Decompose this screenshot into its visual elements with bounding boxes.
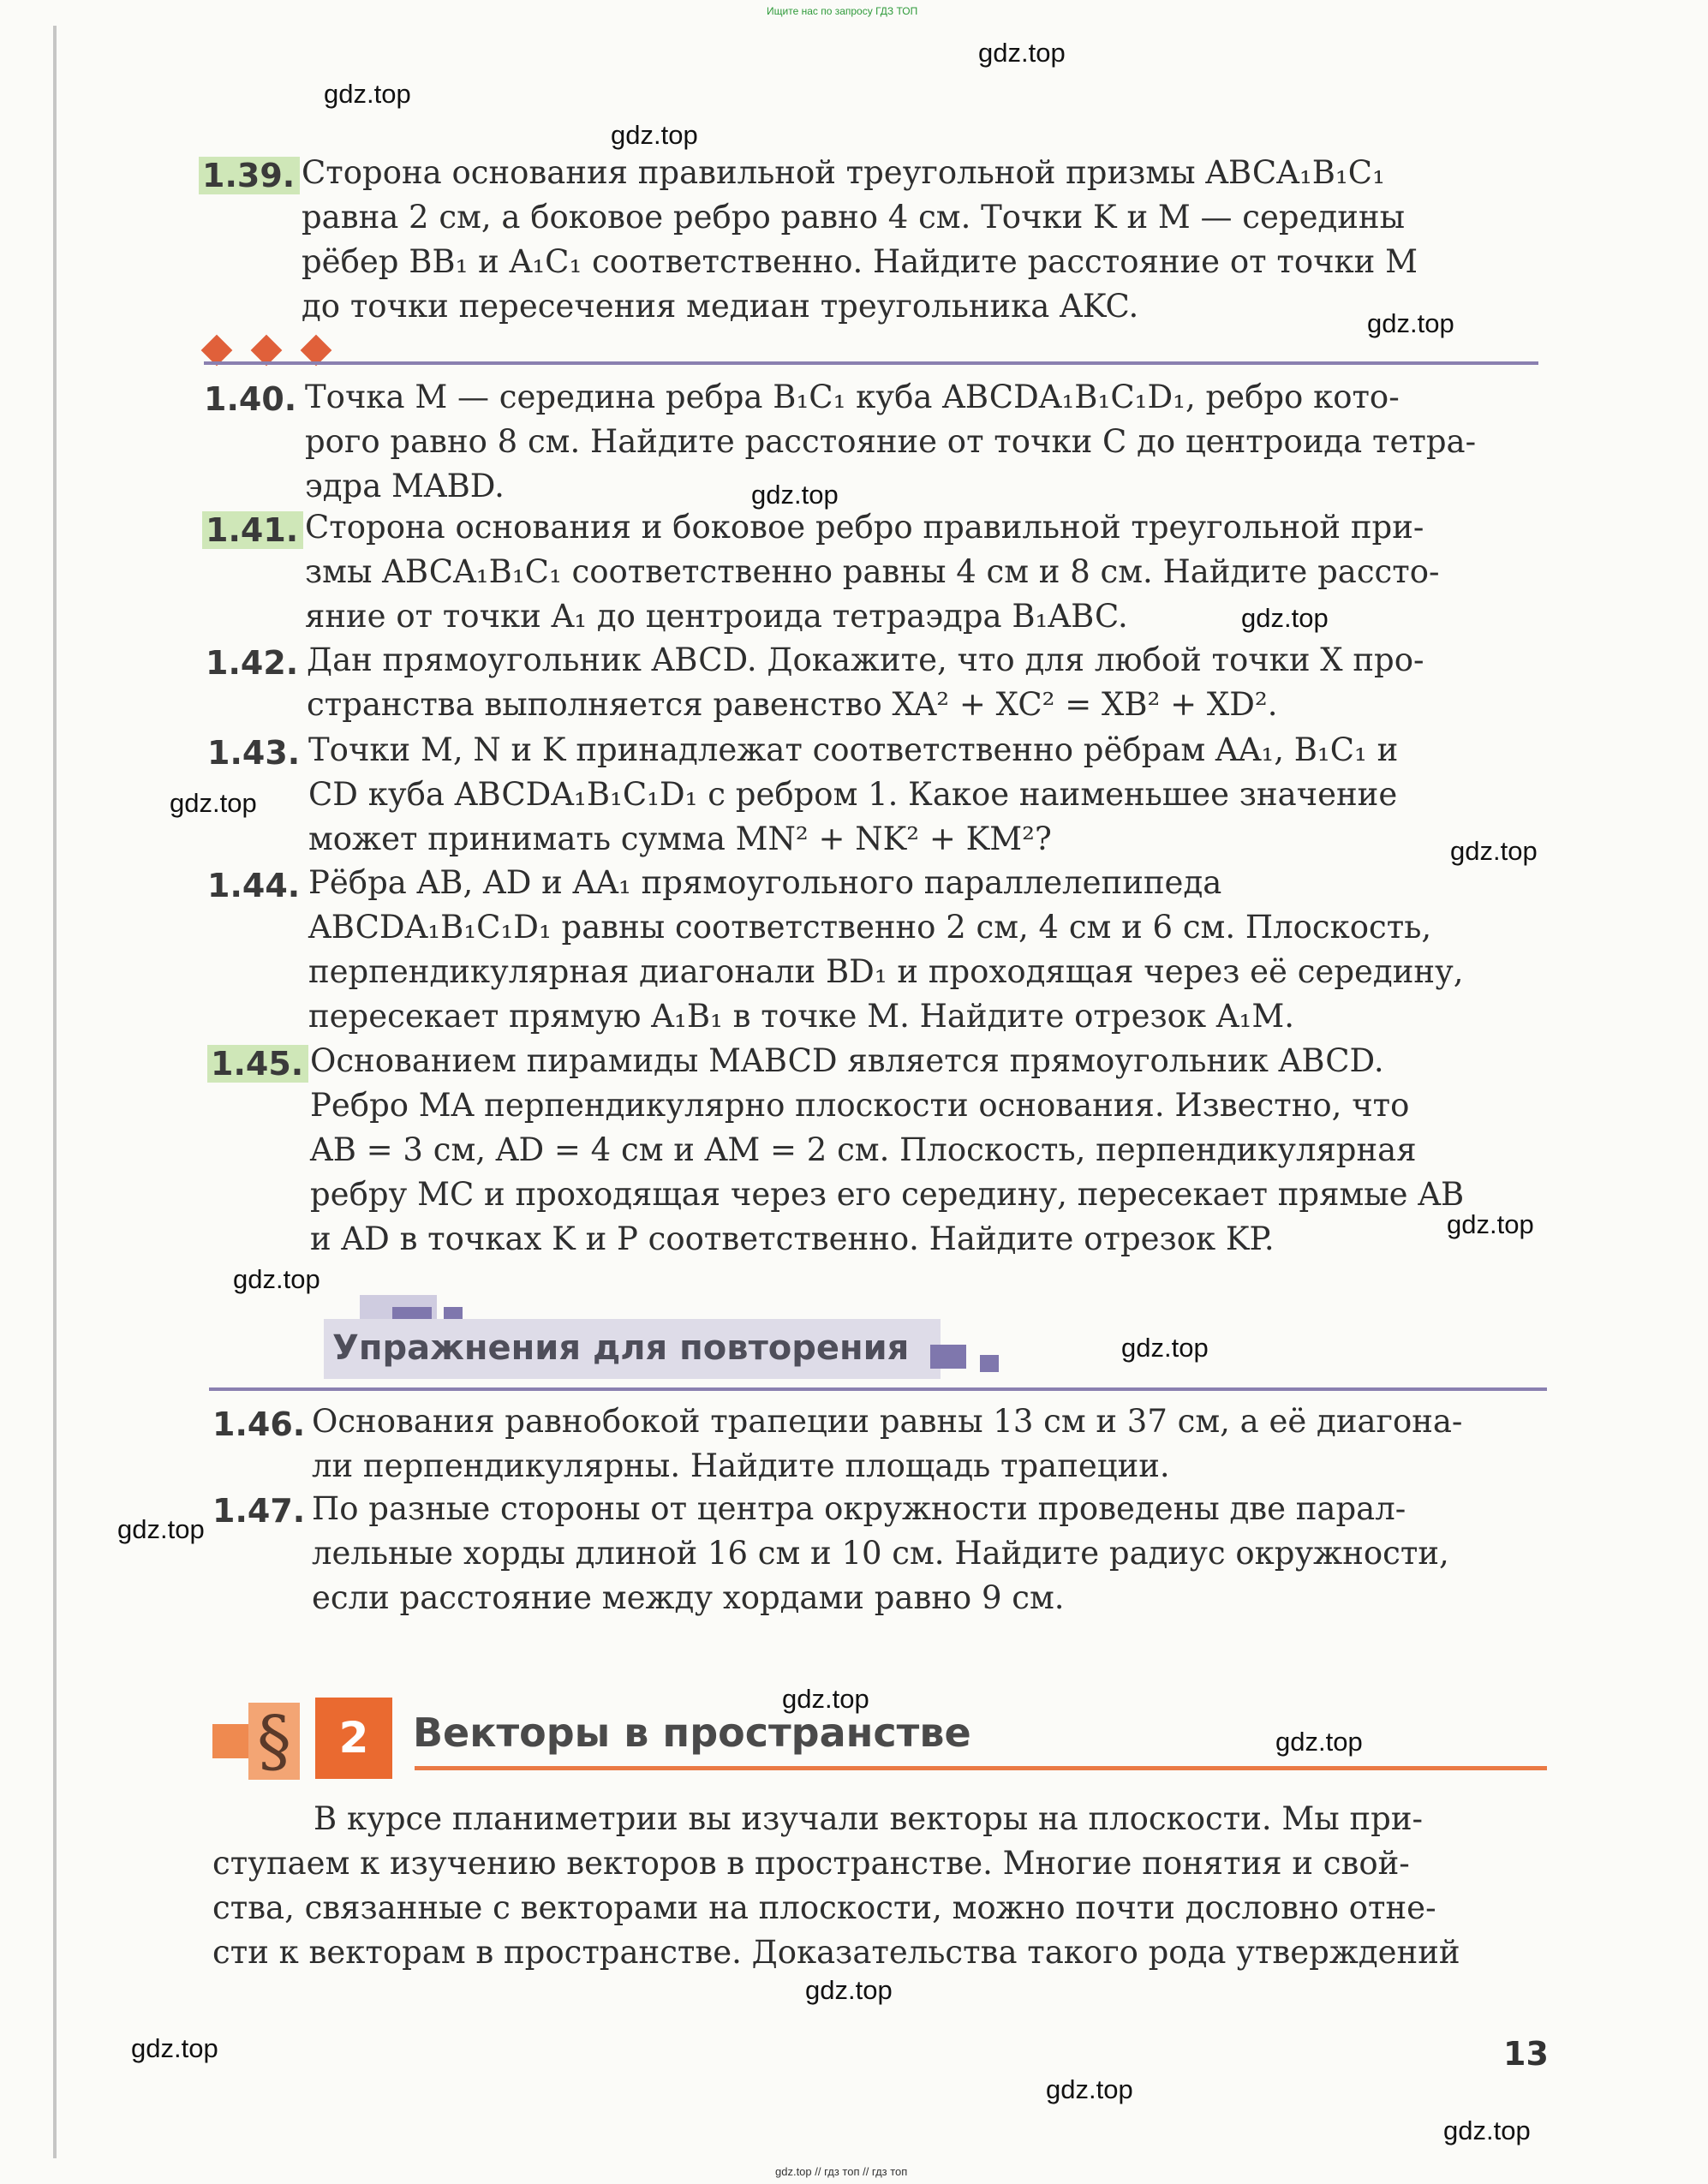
text-line: Основанием пирамиды MABCD является прямоугольник ABCD. (310, 1042, 1384, 1079)
text-line: Ребро MA перпендикулярно плоскости основания. Известно, что (310, 1087, 1410, 1124)
watermark: gdz.top (1443, 2115, 1531, 2145)
text-line: ребру MC и проходящая через его середину, пересекает прямые AB (310, 1176, 1465, 1213)
problem-text (305, 505, 1542, 639)
problem-text (307, 638, 1544, 727)
text-line: ства, связанные с векторами на плоскости, можно почти дословно отне- (212, 1889, 1436, 1926)
text-line: и AD в точках K и P соответственно. Найдите отрезок KP. (310, 1220, 1275, 1257)
text-line: может принимать сумма MN² + NK² + KM²? (308, 820, 1052, 857)
repetition-heading: Упражнения для повторения (332, 1328, 910, 1368)
header-decoration (980, 1355, 999, 1372)
text-line: перпендикулярная диагонали BD₁ и проходящая через её середину, (308, 953, 1464, 990)
text-line: Сторона основания и боковое ребро правильной треугольной при- (305, 509, 1424, 546)
watermark: gdz.top (611, 120, 698, 150)
text-line: ABCDA₁B₁C₁D₁ равны соответственно 2 см, 4 см и 6 см. Плоскость, (308, 909, 1432, 946)
text-line: сти к векторам в пространстве. Доказательства такого рода утверждений (212, 1934, 1460, 1971)
text-line: Точка M — середина ребра B₁C₁ куба ABCDA₁B₁C₁D₁, ребро кото- (305, 379, 1400, 415)
watermark: gdz.top (1367, 308, 1454, 338)
watermark: gdz.top (1275, 1727, 1363, 1757)
top-note: Ищите нас по запросу ГДЗ ТОП (767, 5, 918, 17)
watermark: gdz.top (233, 1264, 320, 1294)
problem-text (308, 728, 1545, 862)
watermark: gdz.top (1447, 1209, 1534, 1239)
problem-number: 1.45. (207, 1045, 308, 1083)
problem-number: 1.47. (212, 1492, 306, 1530)
watermark: gdz.top (1241, 603, 1329, 633)
problem-number: 1.39. (199, 157, 300, 194)
text-line: до точки пересечения медиан треугольника AKC. (302, 288, 1139, 325)
text-line: равна 2 см, а боковое ребро равно 4 см. Точки K и M — середины (302, 199, 1406, 236)
text-line: эдра MABD. (305, 468, 505, 504)
text-line: рого равно 8 см. Найдите расстояние от точки C до центроида тетра- (305, 423, 1477, 460)
text-line: Рёбра AB, AD и AA₁ прямоугольного параллелепипеда (308, 864, 1222, 901)
problem-number: 1.40. (204, 380, 297, 418)
text-line: пересекает прямую A₁B₁ в точке M. Найдите отрезок A₁M. (308, 998, 1295, 1035)
problem-text (310, 1039, 1547, 1262)
header-decoration (930, 1345, 966, 1369)
section-title: Векторы в пространстве (413, 1710, 971, 1756)
section-intro (212, 1797, 1547, 1975)
text-line: лельные хорды длиной 16 см и 10 см. Найдите радиус окружности, (312, 1535, 1449, 1572)
text-line: ступаем к изучению векторов в пространстве. Многие понятия и свой- (212, 1845, 1410, 1882)
text-line: рёбер BB₁ и A₁C₁ соответственно. Найдите расстояние от точки M (302, 243, 1418, 280)
watermark: gdz.top (805, 1975, 893, 2005)
watermark: gdz.top (170, 788, 257, 818)
text-line: змы ABCA₁B₁C₁ соответственно равны 4 см и 8 см. Найдите рассто- (305, 553, 1440, 590)
text-line: если расстояние между хордами равно 9 см. (312, 1579, 1065, 1616)
text-line: По разные стороны от центра окружности проведены две парал- (312, 1490, 1406, 1527)
section-number: 2 (315, 1698, 392, 1779)
section-divider (204, 361, 1538, 365)
problem-number: 1.41. (202, 511, 303, 549)
watermark: gdz.top (751, 480, 839, 510)
section-divider (209, 1387, 1547, 1391)
watermark: gdz.top (978, 38, 1066, 68)
watermark: gdz.top (117, 1514, 205, 1544)
text-line: В курсе планиметрии вы изучали векторы на плоскости. Мы при- (314, 1800, 1423, 1837)
watermark: gdz.top (324, 79, 411, 109)
paragraph-symbol: § (248, 1703, 300, 1780)
text-line: Основания равнобокой трапеции равны 13 см и 37 см, а её диагона- (312, 1403, 1463, 1440)
text-line: Дан прямоугольник ABCD. Докажите, что для любой точки X про- (307, 641, 1424, 678)
problem-number: 1.46. (212, 1405, 306, 1443)
problem-text (312, 1399, 1547, 1489)
problem-text (302, 151, 1538, 329)
watermark: gdz.top (1121, 1333, 1209, 1363)
text-line: CD куба ABCDA₁B₁C₁D₁ с ребром 1. Какое наименьшее значение (308, 776, 1398, 813)
problem-text (305, 375, 1542, 509)
watermark: gdz.top (131, 2033, 218, 2063)
bottom-note: gdz.top // гдз топ // гдз топ (775, 2165, 908, 2178)
text-line: AB = 3 см, AD = 4 см и AM = 2 см. Плоскость, перпендикулярная (310, 1131, 1417, 1168)
text-line: Точки M, N и K принадлежат соответственно рёбрам AA₁, B₁C₁ и (308, 731, 1399, 768)
text-line: яние от точки A₁ до центроида тетраэдра B₁ABC. (305, 598, 1128, 635)
section-underline (415, 1766, 1547, 1770)
problem-number: 1.43. (207, 734, 301, 772)
watermark: gdz.top (1046, 2074, 1133, 2104)
page-spine-shadow (53, 26, 57, 2158)
watermark: gdz.top (1450, 836, 1538, 866)
text-line: странства выполняется равенство XA² + XC² = XB² + XD². (307, 686, 1278, 723)
problem-number: 1.44. (207, 867, 301, 904)
problem-text (308, 861, 1545, 1039)
problem-text (312, 1487, 1547, 1620)
watermark: gdz.top (782, 1684, 869, 1714)
text-line: ли перпендикулярны. Найдите площадь трапеции. (312, 1447, 1170, 1484)
text-line: Сторона основания правильной треугольной призмы ABCA₁B₁C₁ (302, 154, 1385, 191)
problem-number: 1.42. (206, 644, 299, 682)
page-number: 13 (1503, 2035, 1549, 2073)
